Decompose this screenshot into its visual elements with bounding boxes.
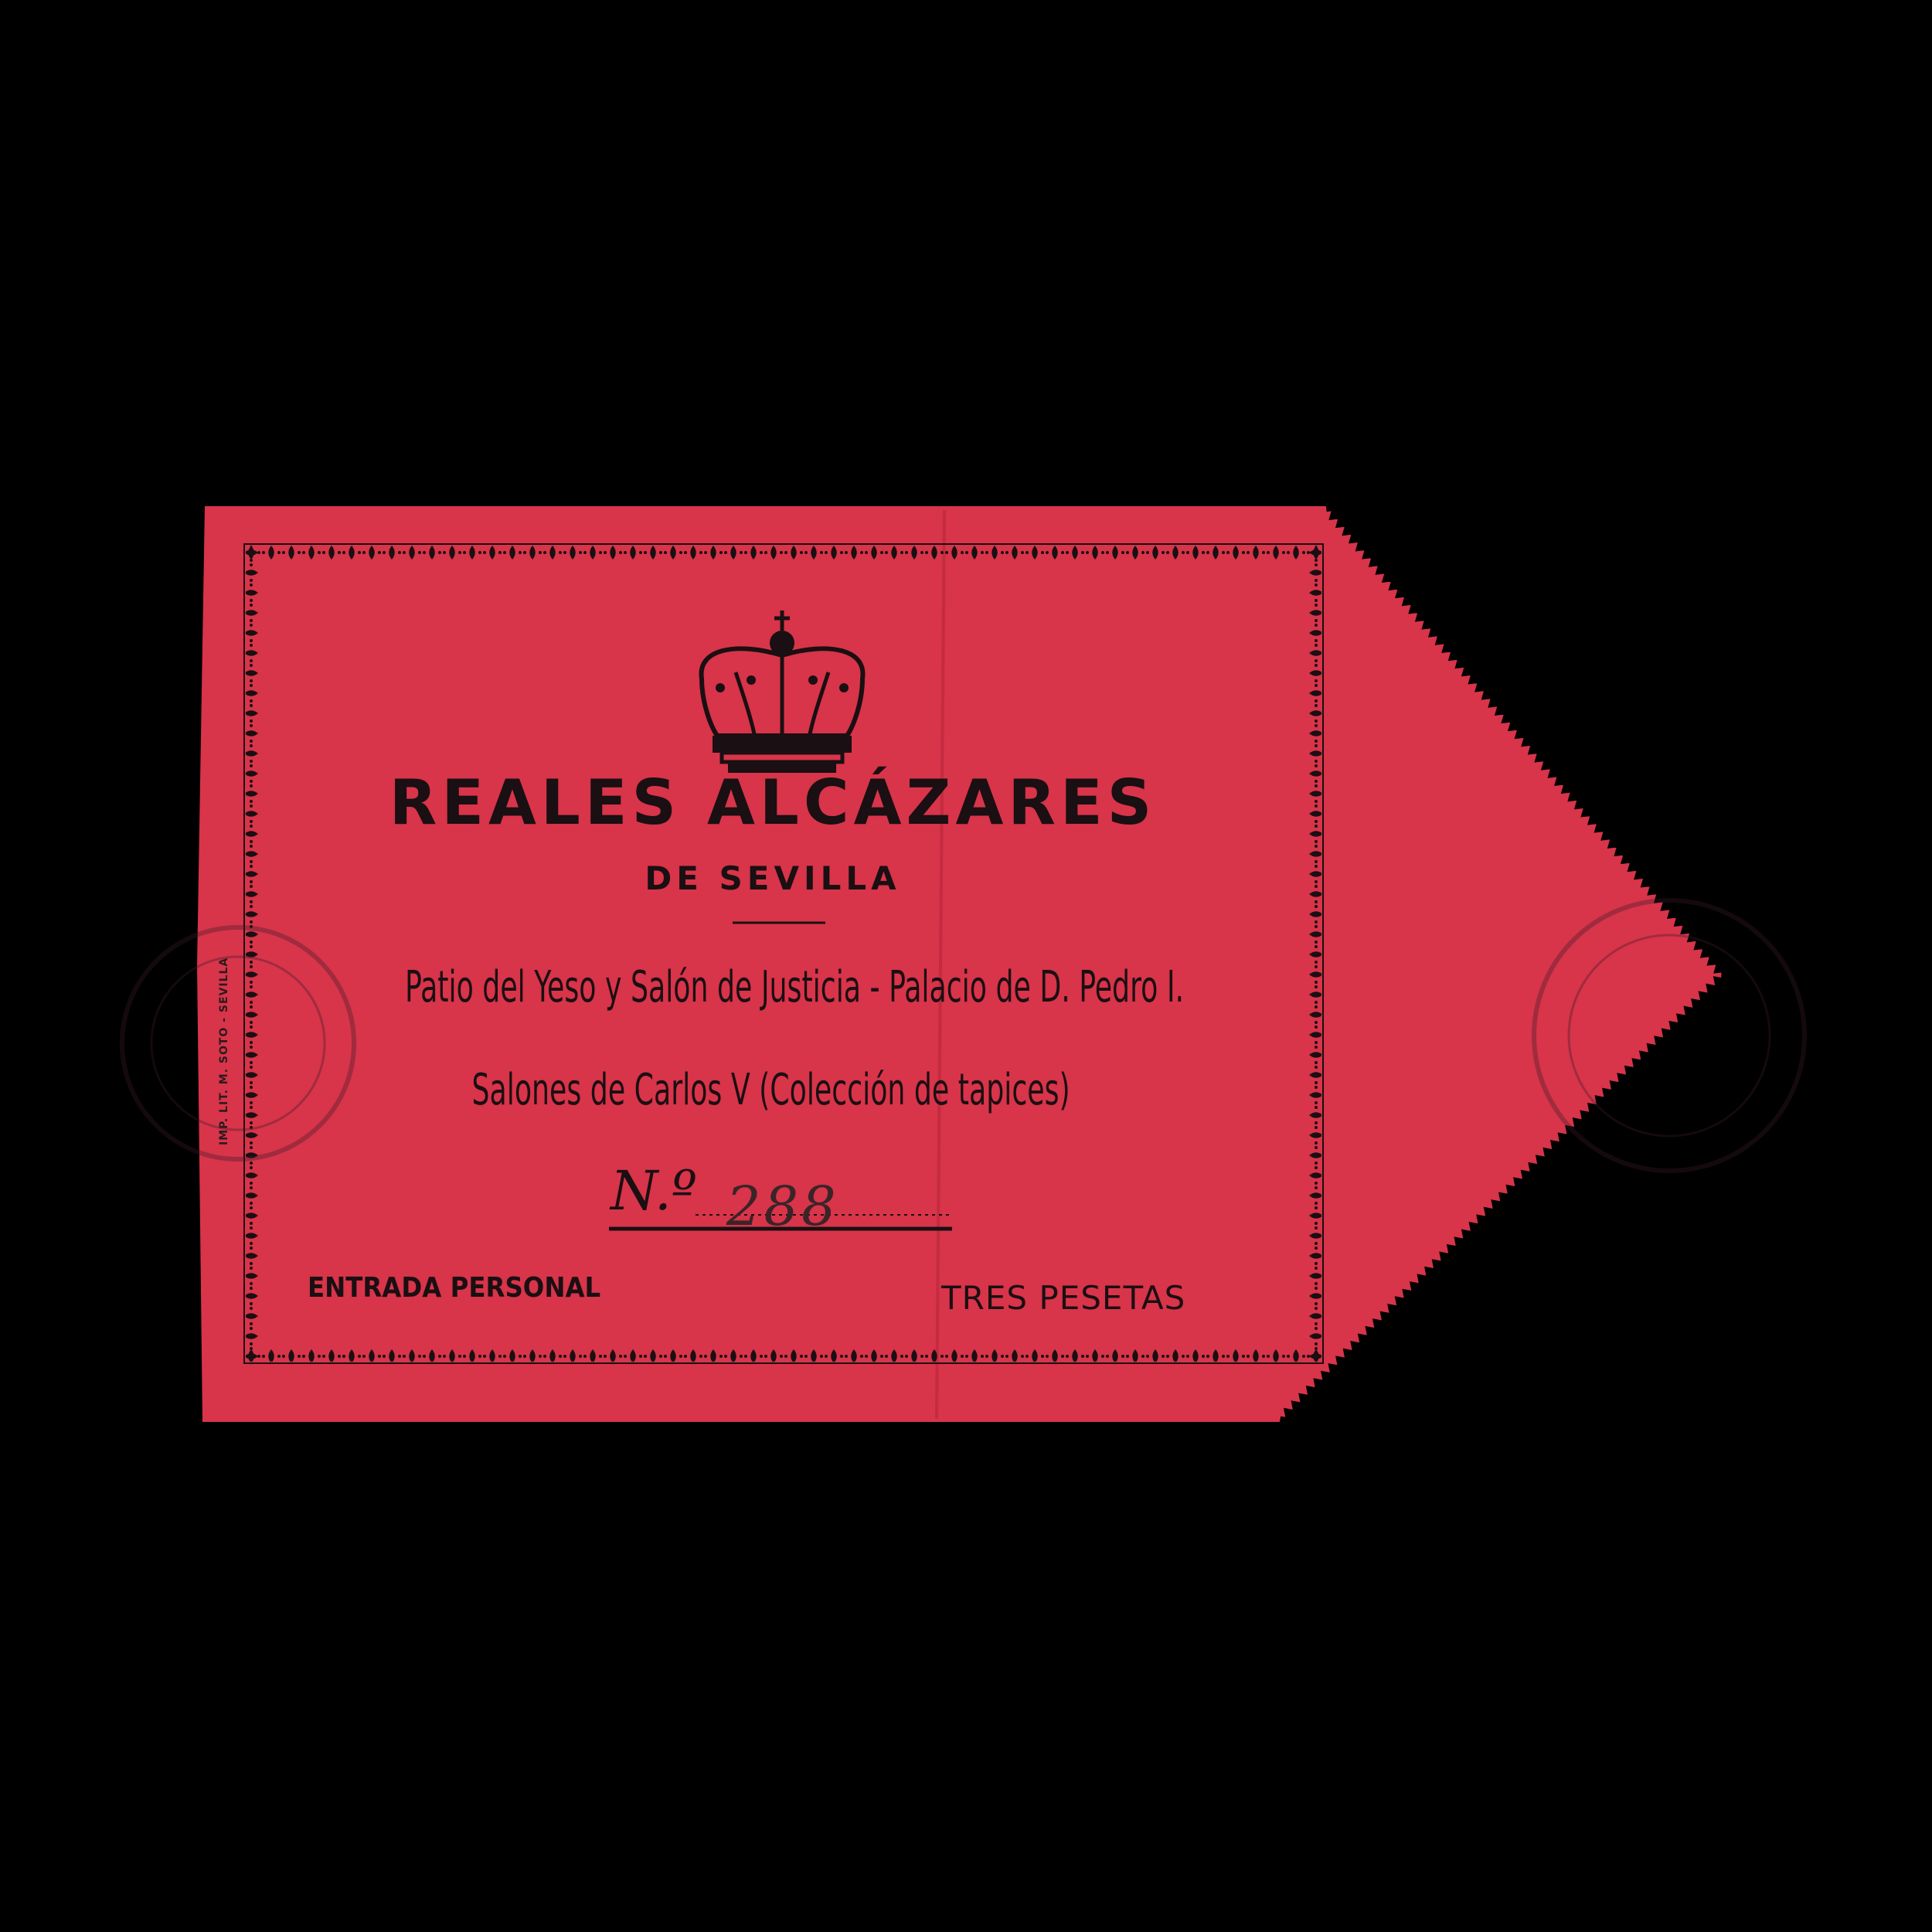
venue-line-2: Salones de Carlos V (Colección de tapices): [471, 1065, 1071, 1115]
ticket-number: 288: [726, 1175, 839, 1238]
printer-credit: IMP. LIT. M. SOTO - SEVILLA: [218, 957, 230, 1145]
ticket-subtitle: DE SEVILLA: [645, 859, 901, 897]
ticket-title: REALES ALCÁZARES: [389, 767, 1157, 838]
number-label: N.º: [611, 1159, 697, 1223]
venue-line-1: Patio del Yeso y Salón de Justicia - Palacio de D. Pedro I.: [404, 962, 1185, 1012]
admission-type: ENTRADA PERSONAL: [308, 1272, 601, 1304]
ticket-price: TRES PESETAS: [941, 1279, 1186, 1317]
